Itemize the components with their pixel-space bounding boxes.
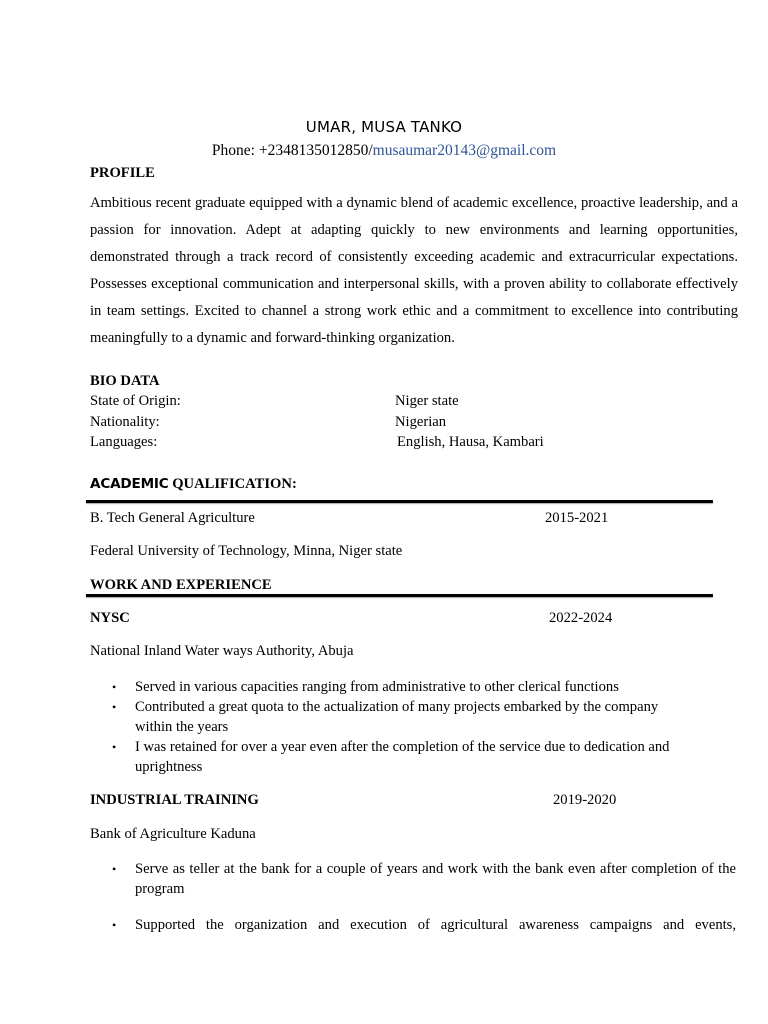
- institution-name: Federal University of Technology, Minna, Niger state: [90, 543, 403, 559]
- bio-label-nationality: Nationality:: [90, 414, 160, 430]
- degree-title: B. Tech General Agriculture: [90, 510, 255, 526]
- bullet-icon: •: [112, 680, 117, 694]
- academic-heading-part2: QUALIFICATION:: [168, 476, 297, 492]
- nysc-bullet-list: [90, 677, 680, 777]
- bullet-text: Served in various capacities ranging from administrative to other clerical functions: [135, 679, 619, 695]
- list-item: [90, 697, 680, 737]
- bio-value-state: Niger state: [395, 393, 459, 409]
- bullet-icon: •: [112, 862, 117, 876]
- nysc-title: NYSC: [90, 610, 130, 626]
- bio-label-languages: Languages:: [90, 434, 158, 450]
- email-link[interactable]: musaumar20143@gmail.com: [372, 142, 557, 159]
- bullet-text: Serve as teller at the bank for a couple of years and work with the bank even after completion of the program: [135, 861, 736, 897]
- profile-paragraph: Ambitious recent graduate equipped with a dynamic blend of academic excellence, proactive leadership, and a passion for innovation. Adept at adapting quickly to new environments and learning opportunities, demonstrated through a track record of consistently exceeding academic and extracurricular expectations. Possesses exceptional communication and interpersonal skills, with a proven ability to collaborate effectively in team settings. Excited to channel a strong work ethic and a commitment to excellence into contributing meaningfully to a dynamic and forward-thinking organization.: [90, 195, 738, 346]
- bullet-icon: •: [112, 740, 117, 754]
- contact-line: [0, 142, 768, 160]
- bullet-text: I was retained for over a year even after the completion of the service due to dedication and uprightness: [135, 739, 670, 775]
- bio-data-heading: BIO DATA: [90, 373, 160, 389]
- list-item: [90, 677, 680, 697]
- list-item: [90, 859, 736, 899]
- profile-heading: PROFILE: [90, 165, 155, 181]
- section-divider: [86, 500, 713, 503]
- list-item: [90, 737, 680, 777]
- nysc-years: 2022-2024: [549, 610, 613, 626]
- training-title: INDUSTRIAL TRAINING: [90, 792, 259, 808]
- bio-value-languages: English, Hausa, Kambari: [397, 434, 544, 450]
- phone-text: Phone: +2348135012850/: [211, 142, 373, 159]
- training-bullet-list: [90, 859, 736, 935]
- bio-label-state: State of Origin:: [90, 393, 181, 409]
- academic-heading: [90, 476, 297, 493]
- degree-years: 2015-2021: [545, 510, 609, 526]
- bullet-icon: •: [112, 700, 117, 714]
- section-divider: [86, 594, 713, 597]
- bio-value-nationality: Nigerian: [395, 414, 447, 430]
- list-item: [90, 915, 736, 935]
- candidate-name: UMAR, MUSA TANKO: [305, 118, 463, 136]
- bullet-text: Contributed a great quota to the actualization of many projects embarked by the company within the years: [135, 699, 659, 735]
- academic-heading-part1: ACADEMIC: [90, 476, 169, 492]
- bullet-text: Supported the organization and execution of agricultural awareness campaigns and events,: [135, 917, 736, 933]
- nysc-organization: National Inland Water ways Authority, Abuja: [90, 643, 354, 659]
- training-years: 2019-2020: [553, 792, 617, 808]
- bullet-icon: •: [112, 918, 117, 932]
- work-heading: WORK AND EXPERIENCE: [90, 577, 272, 593]
- training-organization: Bank of Agriculture Kaduna: [90, 826, 256, 842]
